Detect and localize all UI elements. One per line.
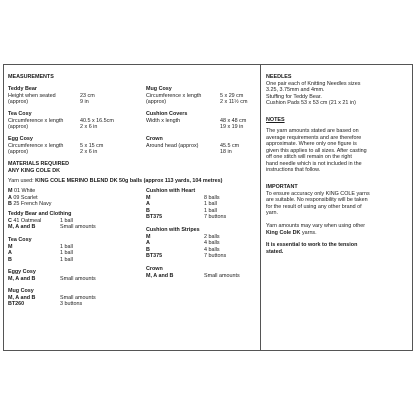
crown-value-cm: 45.5 cm — [220, 142, 240, 149]
tea-cosy-materials-title: Tea Cosy — [8, 237, 32, 243]
tea-cosy-label: Circumference x length — [8, 117, 64, 124]
cushion-stripes-amount: 7 buttons — [204, 253, 227, 259]
yarn-amounts-line: Yarn amounts may vary when using other — [266, 223, 366, 229]
notes-line: approximate. Where only one figure is — [266, 141, 357, 147]
tea-cosy-code: M — [8, 243, 13, 250]
important-line: are suitable. No responsibility will be taken — [266, 197, 368, 203]
materials-heading: MATERIALS REQUIRED — [8, 161, 69, 167]
mug-cosy-amount: 3 buttons — [60, 301, 83, 307]
yarn-amounts-line: King Cole DK yarns. — [266, 229, 317, 236]
mug-cosy-value-in: 2 x 11½ cm — [220, 99, 248, 105]
mug-cosy-amount: Small amounts — [60, 294, 96, 301]
tension-note: It is essential to work to the tension — [266, 242, 358, 248]
cushion-heart-title: Cushion with Heart — [146, 188, 196, 194]
mug-cosy-code: BT260 — [8, 301, 25, 307]
yarn-used-line — [8, 178, 222, 185]
column-divider — [260, 65, 261, 350]
cushion-stripes-code: M — [146, 233, 151, 240]
tea-cosy-amount: 1 ball — [60, 243, 73, 250]
notes-line: hand needle which is not included in the — [266, 160, 362, 167]
needles-line: One pair each of Knitting Needles sizes — [266, 80, 361, 87]
tea-cosy-amount: 1 ball — [60, 256, 73, 263]
egg-cosy-value-cm: 5 x 15 cm — [80, 142, 104, 149]
egg-cosy-code: M, A and B — [8, 275, 36, 282]
mug-cosy-value-cm: 5 x 29 cm — [220, 92, 244, 99]
crown-materials-title: Crown — [146, 266, 163, 272]
egg-cosy-value-in: 2 x 6 in — [80, 149, 98, 155]
egg-cosy-label: Circumference x length — [8, 142, 64, 149]
mug-cosy-label-approx: (approx) — [146, 99, 167, 105]
crown-title: Crown — [146, 136, 163, 142]
cushion-covers-value-in: 19 x 19 in — [220, 124, 244, 130]
cushion-heart-code: M — [146, 194, 151, 201]
egg-cosy-title: Egg Cosy — [8, 136, 33, 142]
notes-line: instructions that follow. — [266, 167, 321, 173]
mug-cosy-code: M, A and B — [8, 294, 36, 301]
notes-line: given this applies to all sizes. After casting — [266, 147, 367, 154]
measurements-heading: MEASUREMENTS — [8, 74, 54, 80]
yarn-used-name: KING COLE MERINO BLEND DK 50g balls (approx 113 yards, 104 metres) — [35, 178, 223, 184]
cushion-heart-code: B — [146, 207, 150, 214]
notes-line: The yarn amounts stated are based on — [266, 128, 359, 134]
materials-subheading: ANY KING COLE DK — [8, 167, 61, 174]
cushion-heart-amount: 8 balls — [204, 194, 220, 201]
teddy-clothing-row: C 41 Oatmeal — [8, 217, 42, 224]
egg-cosy-label-approx: (approx) — [8, 149, 29, 155]
yarn-used-prefix: Yarn used: — [8, 178, 36, 184]
crown-amount: Small amounts — [204, 272, 240, 279]
teddy-bear-label: Height when seated — [8, 92, 56, 99]
teddy-clothing-amount: Small amounts — [60, 224, 96, 230]
teddy-bear-label-approx: (approx) — [8, 99, 29, 105]
cushion-stripes-amount: 4 balls — [204, 246, 220, 253]
cushion-stripes-code: B — [146, 246, 150, 253]
colour-row: B 25 French Navy — [8, 201, 52, 207]
tension-note: stated. — [266, 248, 284, 255]
important-line: yarn. — [266, 210, 278, 216]
crown-value-in: 18 in — [220, 149, 232, 155]
tea-cosy-title: Tea Cosy — [8, 111, 32, 117]
colour-row: A 09 Scarlet — [8, 194, 38, 201]
teddy-clothing-title: Teddy Bear and Clothing — [8, 211, 72, 217]
mug-cosy-materials-title: Mug Cosy — [8, 288, 34, 294]
teddy-clothing-row-code: M, A and B — [8, 224, 36, 230]
tea-cosy-code: B — [8, 256, 12, 263]
cushion-stripes-title: Cushion with Stripes — [146, 227, 200, 233]
cushion-covers-label: Width x length — [146, 117, 181, 124]
colour-row: M 01 White — [8, 188, 36, 194]
crown-code: M, A and B — [146, 272, 174, 279]
tea-cosy-value-cm: 40.5 x 16.5cm — [80, 117, 114, 124]
cushion-stripes-amount: 4 balls — [204, 240, 220, 246]
important-line: for the result of using any other brand of — [266, 203, 362, 210]
egg-cosy-materials-title: Eggy Cosy — [8, 269, 36, 275]
teddy-clothing-amount: 1 ball — [60, 217, 73, 224]
tea-cosy-value-in: 2 x 6 in — [80, 124, 98, 130]
cushion-covers-title: Cushion Covers — [146, 111, 188, 117]
cushion-stripes-amount: 2 balls — [204, 233, 220, 240]
notes-line: average requirements and are therefore — [266, 134, 362, 141]
cushion-stripes-code: A — [146, 240, 150, 246]
cushion-heart-amount: 7 buttons — [204, 214, 227, 220]
notes-line: off one stitch will remain on the right — [266, 154, 352, 160]
needles-line: 3.25, 3.75mm and 4mm. — [266, 87, 325, 93]
tea-cosy-code: A — [8, 250, 12, 256]
cushion-heart-amount: 1 ball — [204, 207, 217, 214]
teddy-bear-value-in: 9 in — [80, 99, 89, 105]
mug-cosy-title: Mug Cosy — [146, 86, 172, 92]
needles-line: Stuffing for Teddy Bear. — [266, 93, 322, 100]
tea-cosy-amount: 1 ball — [60, 250, 73, 256]
egg-cosy-amount: Small amounts — [60, 275, 96, 282]
notes-heading: NOTES — [266, 117, 285, 123]
needles-line: Cushion Pads 53 x 53 cm (21 x 21 in) — [266, 100, 356, 106]
cushion-covers-value-cm: 48 x 48 cm — [220, 117, 247, 124]
cushion-heart-amount: 1 ball — [204, 201, 217, 207]
crown-label: Around head (approx) — [146, 142, 199, 149]
cushion-heart-code: BT375 — [146, 214, 163, 220]
pattern-info-panel — [3, 64, 413, 351]
important-heading: IMPORTANT — [266, 184, 298, 190]
needles-heading: NEEDLES — [266, 74, 292, 80]
cushion-stripes-code: BT375 — [146, 253, 163, 259]
teddy-bear-title: Teddy Bear — [8, 86, 37, 92]
tea-cosy-label-approx: (approx) — [8, 124, 29, 130]
cushion-heart-code: A — [146, 201, 150, 207]
teddy-bear-value-cm: 23 cm — [80, 92, 95, 99]
important-line: To ensure accuracy only KING COLE yarns — [266, 190, 370, 197]
mug-cosy-label: Circumference x length — [146, 92, 202, 99]
